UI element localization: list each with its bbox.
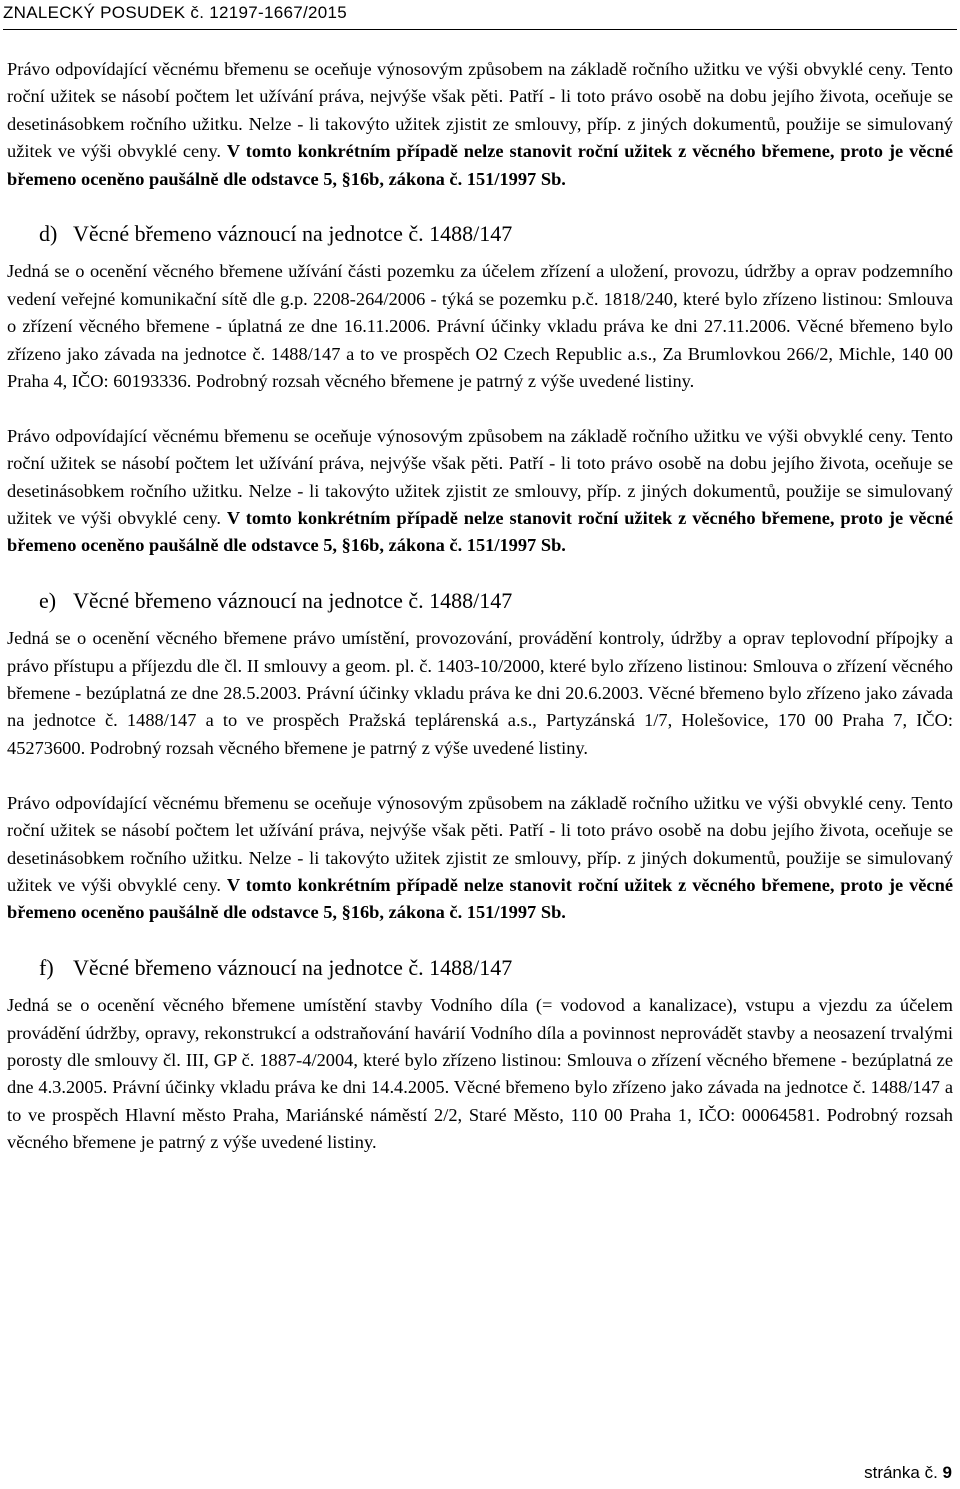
valuation-paragraph-2 bbox=[7, 423, 953, 560]
easement-description-d: Jedná se o ocenění věcného břemene užívání části pozemku za účelem zřízení a uložení, provozu, údržby a oprav podzemního vedení veřejné komunikační sítě dle g.p. 2208-264/2006 - týká se pozemku p.č. 1818/240, které bylo zřízeno listinou: Smlouva o zřízení věcného břemene - úplatná ze dne 16.11.2006. Právní účinky vkladu práva ke dni 27.11.2006. Věcné břemeno bylo zřízeno jako závada na jednotce č. 1488/147 a to ve prospěch O2 Czech Republic a.s., Za Brumlovkou 266/2, Michle, 140 00 Praha 4, IČO: 60193336. Podrobný rozsah věcného břemene je patrný z výše uvedené listiny. bbox=[7, 261, 953, 392]
valuation-paragraph-3 bbox=[7, 790, 953, 927]
section-title: Věcné břemeno váznoucí na jednotce č. 1488/147 bbox=[73, 588, 513, 614]
valuation-conclusion: V tomto konkrétním případě nelze stanovit roční užitek z věcného břemene, proto je věcné břemeno oceněno paušálně dle odstavce 5, §16b, zákona č. 151/1997 Sb. bbox=[7, 508, 953, 556]
section-heading-f bbox=[39, 954, 953, 982]
section-letter: d) bbox=[39, 221, 58, 247]
page-number: 9 bbox=[942, 1463, 952, 1482]
easement-description-e: Jedná se o ocenění věcného břemene právo umístění, provozování, provádění kontroly, údržby a oprav teplovodní přípojky a právo přístupu a příjezdu dle čl. II smlouvy a geom. pl. č. 1403-10/2000, které bylo zřízeno listinou: Smlouva o zřízení věcného břemene - bezúplatná ze dne 28.5.2003. Právní účinky vkladu práva ke dni 20.6.2003. Věcné břemeno bylo zřízeno jako závada na jednotce č. 1488/147 a to ve prospěch Pražská teplárenská a.s., Partyzánská 1/7, Holešovice, 170 00 Praha 7, IČO: 45273600. Podrobný rozsah věcného břemene je patrný z výše uvedené listiny. bbox=[7, 628, 953, 758]
valuation-conclusion: V tomto konkrétním případě nelze stanovit roční užitek z věcného břemene, proto je věcné břemeno oceněno paušálně dle odstavce 5, §16b, zákona č. 151/1997 Sb. bbox=[7, 141, 953, 189]
section-heading-e bbox=[39, 587, 953, 615]
valuation-conclusion: V tomto konkrétním případě nelze stanovit roční užitek z věcného břemene, proto je věcné břemeno oceněno paušálně dle odstavce 5, §16b, zákona č. 151/1997 Sb. bbox=[7, 874, 953, 923]
easement-description-f: Jedná se o ocenění věcného břemene umístění stavby Vodního díla (= vodovod a kanalizace), vstupu a vjezdu za účelem provádění údržby, opravy, rekonstrukcí a odstraňování havárií Vodního díla a povinnost neprovádět stavby a neosazení trvalými porosty dle smlouvy čl. III, GP č. 1887-4/2004, které bylo zřízeno listinou: Smlouva o zřízení věcného břemene - bezúplatná ze dne 4.3.2005. Právní účinky vkladu práva ke dni 14.4.2005. Věcné břemeno bylo zřízeno jako závada na jednotce č. 1488/147 a to ve prospěch Hlavní město Praha, Mariánské náměstí 2/2, Staré Město, 110 00 Praha 1, IČO: 00064581. Podrobný rozsah věcného břemene je patrný z výše uvedené listiny. bbox=[7, 995, 953, 1153]
page-footer bbox=[864, 1463, 952, 1483]
valuation-text: Právo odpovídající věcnému břemenu se oceňuje výnosovým způsobem na základě ročního užitku ve výši obvyklé ceny. Tento roční užitek se násobí počtem let užívání práva, nejvýše však pěti. Patří - li toto právo osobě na dobu jejího života, oceňuje se desetinásobkem ročního užitku. Nelze - li takovýto užitek zjistit ze smlouvy, příp. z jiných dokumentů, použije se simulovaný užitek ve výši obvyklé ceny. bbox=[7, 792, 953, 895]
section-letter: e) bbox=[39, 588, 57, 614]
document-body bbox=[7, 56, 953, 1157]
valuation-text: Právo odpovídající věcnému břemenu se oceňuje výnosovým způsobem na základě ročního užitku ve výši obvyklé ceny. Tento roční užitek se násobí počtem let užívání práva, nejvýše však pěti. Patří - li toto právo osobě na dobu jejího života, oceňuje se desetinásobkem ročního užitku. Nelze - li takovýto užitek zjistit ze smlouvy, příp. z jiných dokumentů, použije se simulovaný užitek ve výši obvyklé ceny. bbox=[7, 425, 953, 529]
section-title: Věcné břemeno váznoucí na jednotce č. 1488/147 bbox=[73, 955, 513, 981]
section-heading-d bbox=[39, 220, 953, 248]
document-header bbox=[3, 3, 957, 30]
section-title: Věcné břemeno váznoucí na jednotce č. 1488/147 bbox=[73, 221, 513, 247]
page-label: stránka č. bbox=[864, 1463, 938, 1482]
section-letter: f) bbox=[39, 955, 54, 981]
document-title: ZNALECKÝ POSUDEK č. 12197-1667/2015 bbox=[3, 3, 348, 22]
valuation-text: Právo odpovídající věcnému břemenu se oceňuje výnosovým způsobem na základě ročního užitku ve výši obvyklé ceny. Tento roční užitek se násobí počtem let užívání práva, nejvýše však pěti. Patří - li toto právo osobě na dobu jejího života, oceňuje se desetinásobkem ročního užitku. Nelze - li takovýto užitek zjistit ze smlouvy, příp. z jiných dokumentů, použije se simulovaný užitek ve výši obvyklé ceny. bbox=[7, 59, 953, 162]
valuation-paragraph-1 bbox=[7, 56, 953, 193]
